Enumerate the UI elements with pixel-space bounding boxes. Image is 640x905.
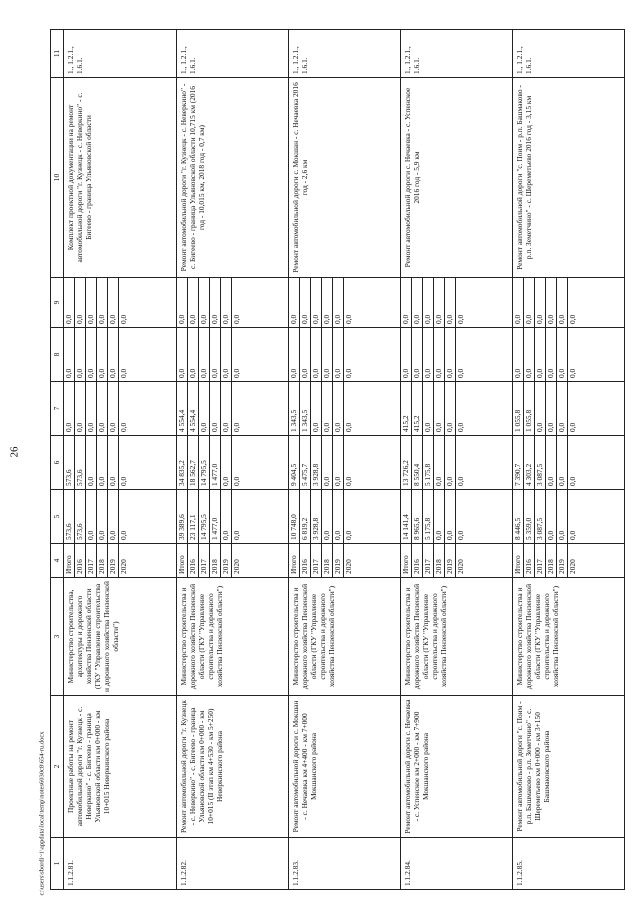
funding-total-value: 0,0 [434,490,445,543]
funding-column-7-value: 4 554,4 [177,409,186,432]
funding-total-value: 0,0 [568,490,579,543]
funding-regional-value: 0,0 [86,436,97,489]
funding-column-8-value: 0,0 [423,328,434,381]
table-row [64,30,177,890]
funding-column-7-value: 0,0 [535,382,546,435]
expected-result: Комплект проектной документации на ремонт автомобильной дороги "г. Кузнецк - с. Неверкино" - с. Бигеево - граница Ульяновской области [64,78,177,278]
funding-total-value: 23 117,1 [188,490,199,543]
funding-regional-value: 0,0 [445,436,456,489]
funding-regional-value: 3 087,5 [535,436,546,489]
year-list-value: 2016 [524,544,535,577]
funding-total [513,490,625,544]
funding-regional [513,436,625,490]
funding-total-value: 8 446,5 [513,517,522,540]
funding-column-7-value: 0,0 [232,382,243,435]
measure-executor: Министерство строительства, архитектуры и дорожного хозяйства Пензенской области (ГКУ "Управление строительства и дорожного хозяйства Пензенской области") [64,578,177,696]
funding-column-9-value: 0,0 [333,278,344,327]
funding-column-8-value: 0,0 [232,328,243,381]
funding-column-8 [177,328,289,382]
measure-name: Проектные работы на ремонт автомобильной дороги "г. Кузнецк - с. Неверкино" - с. Бигеево - граница Ульяновской области км 0+000 - км 10+015 Неверкинского района [64,696,177,838]
funding-total-value: 5 175,8 [423,490,434,543]
column-header-7: 7 [51,382,64,436]
funding-column-9-value: 0,0 [311,278,322,327]
funding-column-8-value: 0,0 [289,368,298,378]
funding-column-7-value: 4 554,4 [188,382,199,435]
measure-executor: Министерство строительства и дорожного хозяйства Пензенской области (ГКУ "Управление строительства и дорожного хозяйства Пензенской области") [177,578,289,696]
funding-column-9-value: 0,0 [289,314,298,324]
funding-column-9-value: 0,0 [119,278,130,327]
funding-column-8-value: 0,0 [97,328,108,381]
funding-regional-value: 3 928,8 [311,436,322,489]
funding-column-8-value: 0,0 [311,328,322,381]
year-list-value: 2017 [86,544,97,577]
funding-column-9-value: 0,0 [108,278,119,327]
year-list-value: 2016 [412,544,423,577]
funding-total-value: 0,0 [445,490,456,543]
funding-total-value: 0,0 [546,490,557,543]
year-list-value: 2017 [199,544,210,577]
funding-column-7-value: 0,0 [221,382,232,435]
measure-code: 1.1.2.81. [64,838,177,890]
funding-total-value: 14 141,4 [401,514,410,540]
funding-column-8-value: 0,0 [108,328,119,381]
funding-column-7-value: 1 343,5 [300,382,311,435]
year-list-value: 2019 [557,544,568,577]
funding-column-8-value: 0,0 [322,328,333,381]
funding-column-8-value: 0,0 [412,328,423,381]
measure-code: 1.1.2.84. [401,838,513,890]
funding-column-9-value: 0,0 [412,278,423,327]
funding-column-7-value: 0,0 [568,382,579,435]
funding-regional-value: 0,0 [97,436,108,489]
page-number: 26 [8,446,20,458]
funding-column-8-value: 0,0 [456,328,467,381]
funding-regional-value: 0,0 [232,436,243,489]
year-list-value: 2017 [311,544,322,577]
table-row [513,30,625,890]
funding-column-7-value: 0,0 [97,382,108,435]
funding-total-value: 14 795,5 [199,490,210,543]
funding-total [64,490,177,544]
funding-column-7 [513,382,625,436]
funding-column-8 [64,328,177,382]
column-header-11: 11 [51,30,64,78]
funding-column-9 [64,278,177,328]
funding-column-8-value: 0,0 [434,328,445,381]
funding-column-7-value: 0,0 [557,382,568,435]
funding-column-8-value: 0,0 [524,328,535,381]
funding-regional-value: 0,0 [333,436,344,489]
column-header-10: 10 [51,78,64,278]
funding-column-8-value: 0,0 [344,328,355,381]
funding-total-value: 0,0 [344,490,355,543]
year-list-value: Итого [289,555,298,574]
funding-regional [64,436,177,490]
funding-column-8-value: 0,0 [210,328,221,381]
funding-column-9-value: 0,0 [434,278,445,327]
funding-regional-value: 1 477,0 [210,436,221,489]
year-list-value: 2019 [108,544,119,577]
funding-column-8-value: 0,0 [333,328,344,381]
funding-regional-value: 14 795,5 [199,436,210,489]
funding-total-value: 0,0 [232,490,243,543]
funding-total-value: 573,6 [75,490,86,543]
measure-name: Ремонт автомобильной дороги с. Мокшан - с. Нечаевка км 4+400 - км 7+000 Мокшанского района [289,696,401,838]
funding-regional-value: 0,0 [434,436,445,489]
program-measures-table [50,29,625,890]
column-header-6: 6 [51,436,64,490]
funding-regional-value: 5 175,8 [423,436,434,489]
funding-regional-value: 9 404,5 [289,463,298,486]
funding-column-7 [177,382,289,436]
funding-column-8-value: 0,0 [401,368,410,378]
year-list-value: 2019 [221,544,232,577]
year-list-value: 2018 [434,544,445,577]
funding-column-7 [289,382,401,436]
funding-column-7-value: 0,0 [108,382,119,435]
funding-total-value: 3 928,8 [311,490,322,543]
column-number-row [51,30,64,890]
funding-column-9-value: 0,0 [535,278,546,327]
funding-regional-value: 0,0 [456,436,467,489]
funding-column-7-value: 1 055,8 [513,409,522,432]
funding-total-value: 6 819,2 [300,490,311,543]
funding-column-9 [289,278,401,328]
funding-column-7-value: 0,0 [434,382,445,435]
measure-name: Ремонт автомобильной дороги "г. Кузнецк - с. Неверкино" - с. Бигеево - граница Ульяновской области км 0+000 - км 10+015 (II этап км 4+530 - км 5+250) Неверкинского района [177,696,289,838]
measure-code: 1.1.2.82. [177,838,289,890]
funding-total-value: 5 359,0 [524,490,535,543]
year-list-value: 2020 [456,544,467,577]
funding-regional-value: 0,0 [322,436,333,489]
funding-column-9-value: 0,0 [210,278,221,327]
funding-total-value: 39 389,6 [177,514,186,540]
funding-column-8-value: 0,0 [64,368,73,378]
funding-regional-value: 4 303,2 [524,436,535,489]
funding-column-7-value: 0,0 [546,382,557,435]
funding-column-8 [401,328,513,382]
year-list-value: 2019 [445,544,456,577]
funding-column-9-value: 0,0 [513,314,522,324]
funding-column-9-value: 0,0 [423,278,434,327]
expected-result: Ремонт автомобильной дороги "с. Поим - р.п. Башмаково - р.п. Земетчино" - с. Шереметьево 2016 год - 3,15 км [513,78,625,278]
column-header-2: 2 [51,696,64,838]
funding-column-7-value: 1 343,5 [289,409,298,432]
funding-column-7-value: 415,2 [401,415,410,432]
funding-column-9-value: 0,0 [232,278,243,327]
year-list [513,544,625,578]
funding-regional-value: 34 835,2 [177,460,186,486]
funding-column-7-value: 0,0 [333,382,344,435]
funding-total-value: 0,0 [108,490,119,543]
funding-regional-value: 0,0 [119,436,130,489]
funding-column-7-value: 0,0 [210,382,221,435]
measure-name: Ремонт автомобильной дороги с. Нечаевка - с. Успенское км 2+000 - км 7+900 Мокшанского района [401,696,513,838]
funding-total-value: 0,0 [86,490,97,543]
funding-column-8-value: 0,0 [535,328,546,381]
rotated-table-container [50,30,634,890]
funding-column-7-value: 0,0 [75,382,86,435]
funding-column-9-value: 0,0 [97,278,108,327]
year-list-value: 2017 [535,544,546,577]
funding-column-8-value: 0,0 [568,328,579,381]
funding-column-9-value: 0,0 [344,278,355,327]
funding-column-7-value: 0,0 [64,422,73,432]
funding-column-9-value: 0,0 [557,278,568,327]
expected-result: Ремонт автомобильной дороги "г. Кузнецк - с. Неверкино" - с. Бигеево - граница Ульяновской области 10,715 км (2016 год - 10,015 км, 2018 год - 0,7 км) [177,78,289,278]
funding-column-9 [177,278,289,328]
measure-executor: Министерство строительства и дорожного хозяйства Пензенской области (ГКУ "Управление строительства и дорожного хозяйства Пензенской области") [289,578,401,696]
funding-column-9-value: 0,0 [199,278,210,327]
funding-column-9-value: 0,0 [546,278,557,327]
year-list-value: 2018 [210,544,221,577]
funding-column-7-value: 1 055,8 [524,382,535,435]
funding-column-9-value: 0,0 [86,278,97,327]
funding-regional-value: 0,0 [221,436,232,489]
funding-column-9-value: 0,0 [456,278,467,327]
funding-column-7-value: 0,0 [423,382,434,435]
funding-column-8-value: 0,0 [177,368,186,378]
funding-column-9-value: 0,0 [300,278,311,327]
column-header-3: 3 [51,578,64,696]
measure-code: 1.1.2.83. [289,838,401,890]
year-list-value: 2018 [546,544,557,577]
funding-column-9-value: 0,0 [64,314,73,324]
funding-total-value: 8 965,6 [412,490,423,543]
funding-column-7-value: 415,2 [412,382,423,435]
funding-column-7-value: 0,0 [86,382,97,435]
funding-total-value: 0,0 [456,490,467,543]
year-list-value: 2020 [119,544,130,577]
expected-result: Ремонт автомобильной дороги с. Мокшан - с. Нечаевка 2016 год - 2,6 км [289,78,401,278]
funding-total-value: 0,0 [97,490,108,543]
funding-total [401,490,513,544]
year-list-value: 2020 [344,544,355,577]
funding-regional-value: 0,0 [546,436,557,489]
funding-regional-value: 0,0 [568,436,579,489]
year-list-value: Итого [401,555,410,574]
funding-column-8-value: 0,0 [445,328,456,381]
funding-column-8-value: 0,0 [75,328,86,381]
funding-total-value: 0,0 [221,490,232,543]
funding-regional-value: 573,6 [75,436,86,489]
measure-name: Ремонт автомобильной дороги "с. Поим - р.п. Башмаково - р.п. Земетчино" - с. Шереметьево км 0+000 - км 3+150 Башмаковского района [513,696,625,838]
funding-column-7-value: 0,0 [119,382,130,435]
funding-regional-value: 8 550,4 [412,436,423,489]
year-list-value: 2020 [232,544,243,577]
funding-regional [401,436,513,490]
funding-column-7 [64,382,177,436]
year-list-value: 2020 [568,544,579,577]
funding-column-8-value: 0,0 [221,328,232,381]
table-row [177,30,289,890]
funding-column-9-value: 0,0 [177,314,186,324]
funding-total-value: 0,0 [119,490,130,543]
funding-column-8-value: 0,0 [119,328,130,381]
funding-regional-value: 7 390,7 [513,463,522,486]
funding-regional-value: 5 475,7 [300,436,311,489]
table-row [401,30,513,890]
funding-column-9-value: 0,0 [75,278,86,327]
year-list-value: 2017 [423,544,434,577]
funding-column-8 [513,328,625,382]
measure-executor: Министерство строительства и дорожного хозяйства Пензенской области (ГКУ "Управление строительства и дорожного хозяйства Пензенской области") [401,578,513,696]
funding-column-7 [401,382,513,436]
column-header-9: 9 [51,278,64,328]
funding-total [177,490,289,544]
funding-column-9-value: 0,0 [322,278,333,327]
expected-result: Ремонт автомобильной дороги с. Нечаевка - с. Успенское 2016 год - 5,9 км [401,78,513,278]
funding-column-8-value: 0,0 [199,328,210,381]
funding-column-7-value: 0,0 [456,382,467,435]
year-list-value: 2016 [188,544,199,577]
funding-column-8-value: 0,0 [557,328,568,381]
funding-regional-value: 0,0 [557,436,568,489]
funding-column-9-value: 0,0 [445,278,456,327]
year-list [401,544,513,578]
funding-total-value: 1 477,0 [210,490,221,543]
funding-column-9-value: 0,0 [401,314,410,324]
column-header-1: 1 [51,838,64,890]
funding-regional-value: 573,6 [64,469,73,486]
measure-executor: Министерство строительства и дорожного хозяйства Пензенской области (ГКУ "Управление строительства и дорожного хозяйства Пензенской области") [513,578,625,696]
target-indicator: 1., 1.2.1., 1.6.1. [289,30,401,78]
funding-total-value: 10 748,0 [289,514,298,540]
year-list [64,544,177,578]
funding-total-value: 0,0 [333,490,344,543]
funding-column-8-value: 0,0 [86,328,97,381]
funding-regional-value: 0,0 [344,436,355,489]
funding-column-9-value: 0,0 [221,278,232,327]
funding-column-8-value: 0,0 [300,328,311,381]
funding-total [289,490,401,544]
funding-regional [177,436,289,490]
year-list-value: 2016 [75,544,86,577]
funding-total-value: 0,0 [557,490,568,543]
target-indicator: 1., 1.2.1., 1.6.1. [64,30,177,78]
year-list-value: 2019 [333,544,344,577]
target-indicator: 1., 1.2.1., 1.6.1. [513,30,625,78]
funding-regional-value: 13 726,2 [401,460,410,486]
funding-regional-value: 18 562,7 [188,436,199,489]
table-row [289,30,401,890]
year-list-value: Итого [177,555,186,574]
column-header-5: 5 [51,490,64,544]
year-list-value: 2018 [322,544,333,577]
funding-column-8-value: 0,0 [188,328,199,381]
funding-column-7-value: 0,0 [445,382,456,435]
funding-column-8-value: 0,0 [546,328,557,381]
funding-column-9-value: 0,0 [568,278,579,327]
funding-column-7-value: 0,0 [322,382,333,435]
year-list-value: 2018 [97,544,108,577]
target-indicator: 1., 1.2.1., 1.6.1. [401,30,513,78]
funding-regional-value: 0,0 [108,436,119,489]
measure-code: 1.1.2.85. [513,838,625,890]
funding-column-7-value: 0,0 [344,382,355,435]
year-list [177,544,289,578]
funding-column-9 [513,278,625,328]
year-list-value: 2016 [300,544,311,577]
funding-column-9 [401,278,513,328]
year-list-value: Итого [64,555,73,574]
funding-total-value: 573,6 [64,523,73,540]
funding-regional [289,436,401,490]
year-list [289,544,401,578]
funding-total-value: 0,0 [322,490,333,543]
target-indicator: 1., 1.2.1., 1.6.1. [177,30,289,78]
funding-column-7-value: 0,0 [199,382,210,435]
funding-column-7-value: 0,0 [311,382,322,435]
year-list-value: Итого [513,555,522,574]
column-header-8: 8 [51,328,64,382]
funding-column-8 [289,328,401,382]
funding-column-8-value: 0,0 [513,368,522,378]
file-path-footer: c:\users\sbordi~1\appdata\local\temp\notes6030c8\654-ru.docx [38,731,46,896]
column-header-4: 4 [51,544,64,578]
funding-column-9-value: 0,0 [188,278,199,327]
funding-total-value: 3 087,5 [535,490,546,543]
funding-column-9-value: 0,0 [524,278,535,327]
